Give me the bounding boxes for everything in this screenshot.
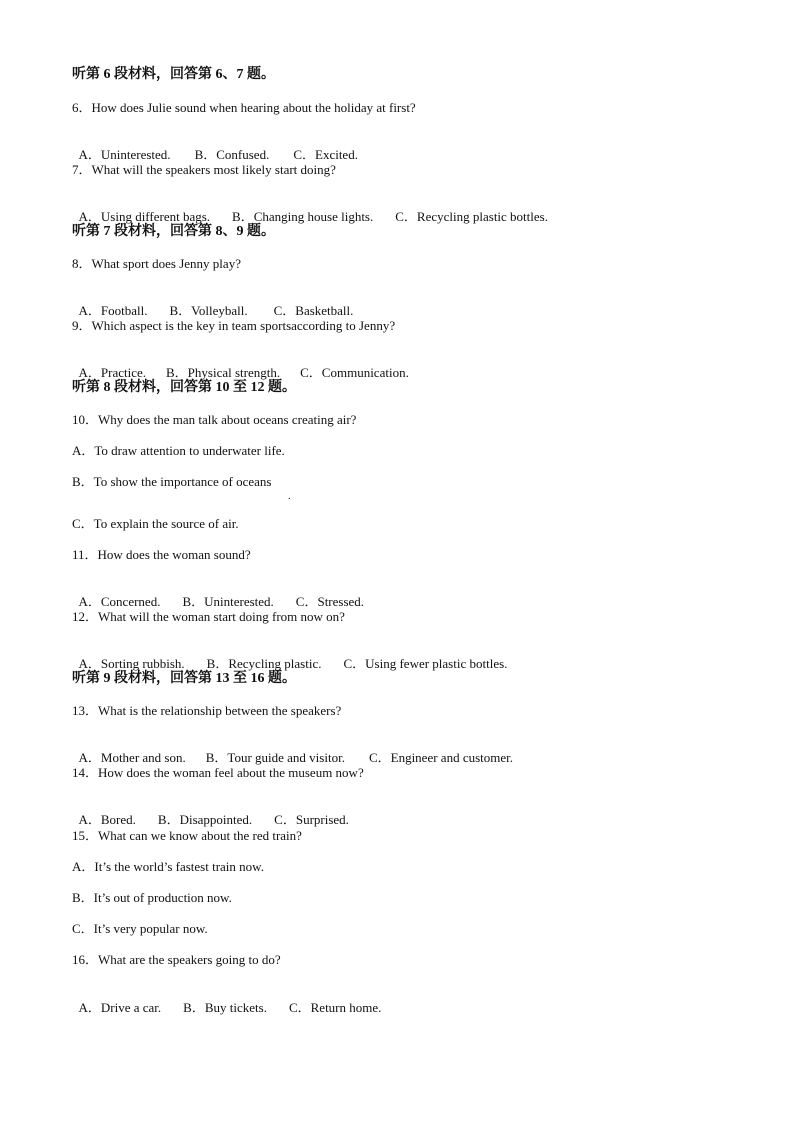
option-c: C．Engineer and customer. bbox=[368, 750, 514, 765]
option-c: C．It’s very popular now. bbox=[72, 921, 208, 936]
question-stem: 13．What is the relationship between the speakers? bbox=[72, 703, 342, 718]
option-b: B．Buy tickets. bbox=[183, 1000, 267, 1015]
question-stem: 6．How does Julie sound when hearing about the holiday at first? bbox=[72, 100, 416, 115]
question-stem: 7．What will the speakers most likely start doing? bbox=[72, 162, 336, 177]
section-heading: 听第 8 段材料，回答第 10 至 12 题。 bbox=[72, 380, 296, 395]
option-a: A．To draw attention to underwater life. bbox=[72, 443, 285, 458]
option-b: B．Physical strength. bbox=[166, 365, 281, 380]
option-b: B．Disappointed. bbox=[157, 812, 253, 827]
section-heading: 听第 7 段材料，回答第 8、9 题。 bbox=[72, 224, 275, 239]
option-c: C．Excited. bbox=[293, 147, 358, 162]
option-c: C．Return home. bbox=[288, 1000, 382, 1015]
option-c: C．Communication. bbox=[300, 365, 409, 380]
option-b: B．To show the importance of oceans bbox=[72, 474, 272, 489]
question-stem: 14．How does the woman feel about the museum now? bbox=[72, 765, 364, 780]
option-a: A．Concerned. bbox=[78, 594, 161, 609]
option-c: C．Basketball. bbox=[273, 303, 354, 318]
question-stem: 9．Which aspect is the key in team sportsaccording to Jenny? bbox=[72, 318, 396, 333]
option-a: A．Drive a car. bbox=[78, 1000, 162, 1015]
option-b: B．Tour guide and visitor. bbox=[205, 750, 345, 765]
options-row bbox=[72, 578, 364, 610]
options-row bbox=[72, 349, 409, 381]
options-row bbox=[72, 131, 358, 163]
option-b: B．Uninterested. bbox=[182, 594, 274, 609]
option-a: A．Using different bags. bbox=[78, 209, 211, 224]
question-stem: 12．What will the woman start doing from now on? bbox=[72, 609, 345, 624]
question-stem: 10．Why does the man talk about oceans creating air? bbox=[72, 412, 357, 427]
question-stem: 16．What are the speakers going to do? bbox=[72, 952, 281, 967]
option-b: B．Recycling plastic. bbox=[206, 656, 322, 671]
option-b: B．Volleyball. bbox=[169, 303, 248, 318]
section-heading: 听第 6 段材料，回答第 6、7 题。 bbox=[72, 67, 275, 82]
option-a: A．It’s the world’s fastest train now. bbox=[72, 859, 264, 874]
section-heading: 听第 9 段材料，回答第 13 至 16 题。 bbox=[72, 671, 296, 686]
options-row bbox=[72, 640, 507, 672]
option-a: A．Sorting rubbish. bbox=[78, 656, 185, 671]
option-a: A．Mother and son. bbox=[78, 750, 186, 765]
option-b: B．It’s out of production now. bbox=[72, 890, 232, 905]
option-c: C．Surprised. bbox=[274, 812, 349, 827]
options-row bbox=[72, 287, 353, 319]
options-row bbox=[72, 734, 513, 766]
question-stem: 8．What sport does Jenny play? bbox=[72, 256, 241, 271]
option-c: C．To explain the source of air. bbox=[72, 516, 239, 531]
question-stem: 11．How does the woman sound? bbox=[72, 547, 251, 562]
stray-mark: . bbox=[288, 491, 291, 502]
option-c: C．Using fewer plastic bottles. bbox=[343, 656, 508, 671]
option-a: A．Football. bbox=[78, 303, 148, 318]
option-c: C．Stressed. bbox=[295, 594, 365, 609]
option-b: B．Changing house lights. bbox=[232, 209, 374, 224]
option-a: A．Practice. bbox=[78, 365, 147, 380]
options-row bbox=[72, 796, 349, 828]
question-stem: 15．What can we know about the red train? bbox=[72, 828, 302, 843]
options-row bbox=[72, 193, 548, 225]
option-c: C．Recycling plastic bottles. bbox=[395, 209, 548, 224]
option-a: A．Bored. bbox=[78, 812, 136, 827]
options-row bbox=[72, 984, 381, 1016]
option-a: A．Uninterested. bbox=[78, 147, 171, 162]
option-b: B．Confused. bbox=[194, 147, 270, 162]
